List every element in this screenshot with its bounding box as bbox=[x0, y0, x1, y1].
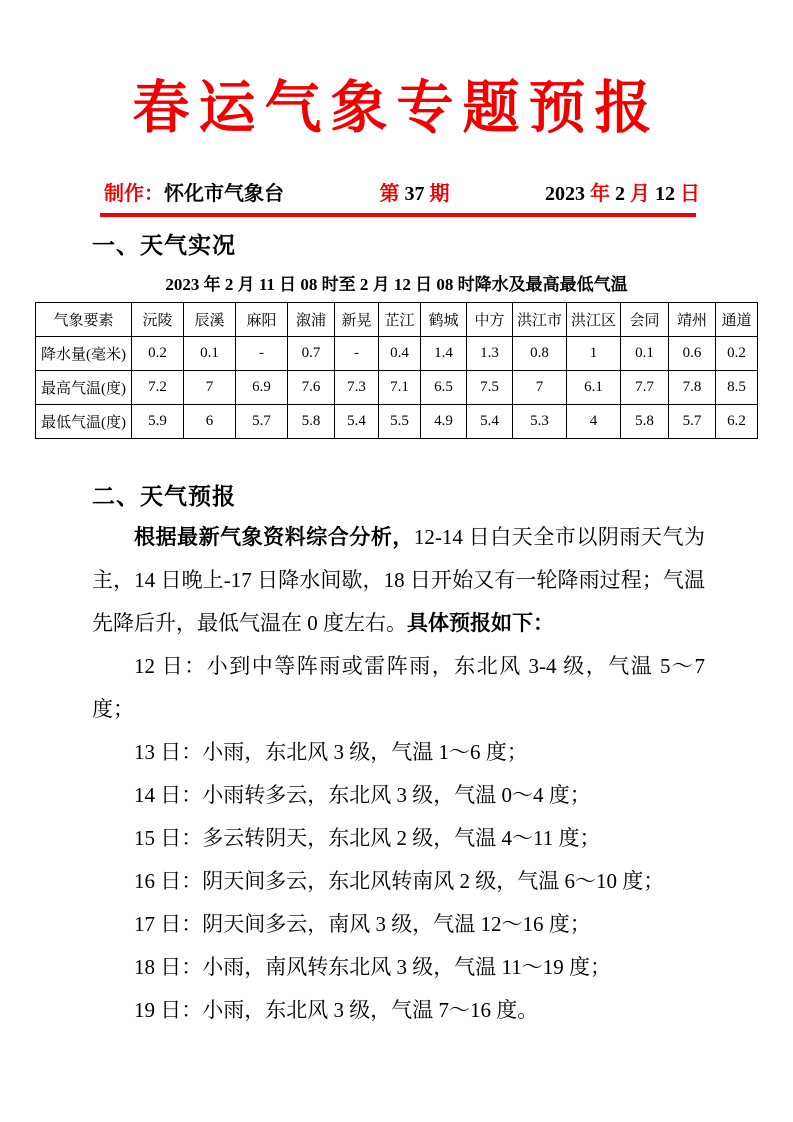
header-divider-line bbox=[100, 213, 696, 217]
table-cell: 5.5 bbox=[379, 404, 421, 438]
date-month: 2 bbox=[615, 183, 625, 206]
daily-forecast-15: 15 日：多云转阴天，东北风 2 级，气温 4～11 度； bbox=[134, 826, 601, 851]
table-header-cell: 新晃 bbox=[335, 302, 379, 336]
table-header-cell: 洪江市 bbox=[513, 302, 567, 336]
table-header-cell: 芷江 bbox=[379, 302, 421, 336]
table-cell: 7.1 bbox=[379, 370, 421, 404]
table-cell: 6.2 bbox=[716, 404, 758, 438]
table-cell: 1 bbox=[567, 336, 621, 370]
table-header-cell: 靖州 bbox=[669, 302, 716, 336]
table-header-cell: 洪江区 bbox=[567, 302, 621, 336]
table-cell: 5.8 bbox=[621, 404, 669, 438]
table-cell: 6 bbox=[184, 404, 236, 438]
date-day-unit: 日 bbox=[675, 183, 700, 206]
daily-forecast-12: 12 日：小到中等阵雨或雷阵雨，东北风 3-4 级，气温 5～7 度； bbox=[92, 654, 705, 722]
date-year-unit: 年 bbox=[585, 183, 615, 206]
weather-observation-table bbox=[35, 302, 758, 439]
document-meta-row bbox=[104, 177, 700, 206]
table-row-precipitation bbox=[36, 336, 758, 370]
table-header-cell: 辰溪 bbox=[184, 302, 236, 336]
table-cell: 0.8 bbox=[513, 336, 567, 370]
daily-forecast-13: 13 日：小雨，东北风 3 级，气温 1～6 度； bbox=[134, 740, 528, 765]
table-cell: 7.3 bbox=[335, 370, 379, 404]
table-cell: 0.6 bbox=[669, 336, 716, 370]
table-cell: 4.9 bbox=[421, 404, 467, 438]
table-cell: 8.5 bbox=[716, 370, 758, 404]
producer bbox=[104, 177, 284, 206]
forecast-intro-lead: 根据最新气象资料综合分析， bbox=[134, 525, 414, 550]
forecast-intro-body: 12-14 日白天全市以阴雨天气为主，14 日晚上-17 日降水间歇，18 日开始又有一轮降雨过程；气温先降后升，最低气温在 0 度左右。 bbox=[92, 525, 705, 636]
table-cell: 5.9 bbox=[132, 404, 184, 438]
table-cell: 5.4 bbox=[335, 404, 379, 438]
row-label: 最低气温(度) bbox=[36, 404, 132, 438]
section1-heading: 一、天气实况 bbox=[92, 233, 236, 259]
table-header-cell: 鹤城 bbox=[421, 302, 467, 336]
table-cell: 6.5 bbox=[421, 370, 467, 404]
table-header-cell: 沅陵 bbox=[132, 302, 184, 336]
table-cell: 1.4 bbox=[421, 336, 467, 370]
table-cell: 0.1 bbox=[184, 336, 236, 370]
table-cell: 5.7 bbox=[236, 404, 288, 438]
document-title: 春运气象专题预报 bbox=[132, 74, 661, 141]
table-row-min-temp bbox=[36, 404, 758, 438]
table-header-cell: 会同 bbox=[621, 302, 669, 336]
table-cell: 7 bbox=[184, 370, 236, 404]
producer-label: 制作： bbox=[104, 183, 164, 206]
table-cell: 6.1 bbox=[567, 370, 621, 404]
table-cell: 7.2 bbox=[132, 370, 184, 404]
table-cell: 5.3 bbox=[513, 404, 567, 438]
table-header-cell: 通道 bbox=[716, 302, 758, 336]
daily-forecast-14: 14 日：小雨转多云，东北风 3 级，气温 0～4 度； bbox=[134, 783, 591, 808]
issue-suffix: 期 bbox=[429, 183, 450, 206]
table-cell: 5.8 bbox=[288, 404, 335, 438]
table-header-cell: 中方 bbox=[467, 302, 513, 336]
table-cell: 1.3 bbox=[467, 336, 513, 370]
date-day: 12 bbox=[655, 183, 675, 206]
daily-forecast-18: 18 日：小雨，南风转东北风 3 级，气温 11～19 度； bbox=[134, 955, 611, 980]
table-row-max-temp bbox=[36, 370, 758, 404]
issue-date bbox=[545, 177, 700, 206]
table-header-row bbox=[36, 302, 758, 336]
table-cell: 5.7 bbox=[669, 404, 716, 438]
table-cell: 0.1 bbox=[621, 336, 669, 370]
table-cell: 0.7 bbox=[288, 336, 335, 370]
table-cell: 7.5 bbox=[467, 370, 513, 404]
table-cell: 7.7 bbox=[621, 370, 669, 404]
table-header-cell: 麻阳 bbox=[236, 302, 288, 336]
table-cell: - bbox=[236, 336, 288, 370]
table-cell: 0.4 bbox=[379, 336, 421, 370]
issue-number bbox=[380, 177, 450, 206]
row-label: 降水量(毫米) bbox=[36, 336, 132, 370]
table-cell: 7 bbox=[513, 370, 567, 404]
section2-heading: 二、天气预报 bbox=[92, 483, 236, 509]
table-cell: - bbox=[335, 336, 379, 370]
table-cell: 6.9 bbox=[236, 370, 288, 404]
daily-forecast-19: 19 日：小雨，东北风 3 级，气温 7～16 度。 bbox=[134, 998, 539, 1023]
table-cell: 7.8 bbox=[669, 370, 716, 404]
date-year: 2023 bbox=[545, 183, 585, 206]
date-month-unit: 月 bbox=[625, 183, 655, 206]
table-cell: 0.2 bbox=[716, 336, 758, 370]
row-label: 最高气温(度) bbox=[36, 370, 132, 404]
table-header-cell: 溆浦 bbox=[288, 302, 335, 336]
table-cell: 5.4 bbox=[467, 404, 513, 438]
producer-value: 怀化市气象台 bbox=[164, 183, 284, 206]
issue-value: 37 bbox=[399, 183, 430, 206]
forecast-intro-tail: 具体预报如下： bbox=[407, 611, 554, 636]
table-cell: 7.6 bbox=[288, 370, 335, 404]
issue-prefix: 第 bbox=[379, 183, 400, 206]
table-header-cell: 气象要素 bbox=[36, 302, 132, 336]
daily-forecast-16: 16 日：阴天间多云，东北风转南风 2 级，气温 6～10 度； bbox=[134, 869, 665, 894]
table-cell: 0.2 bbox=[132, 336, 184, 370]
forecast-intro-paragraph bbox=[92, 516, 705, 645]
daily-forecast-17: 17 日：阴天间多云，南风 3 级，气温 12～16 度； bbox=[134, 912, 591, 937]
table-cell: 4 bbox=[567, 404, 621, 438]
weather-table-title: 2023 年 2 月 11 日 08 时至 2 月 12 日 08 时降水及最高最低气温 bbox=[165, 274, 628, 294]
